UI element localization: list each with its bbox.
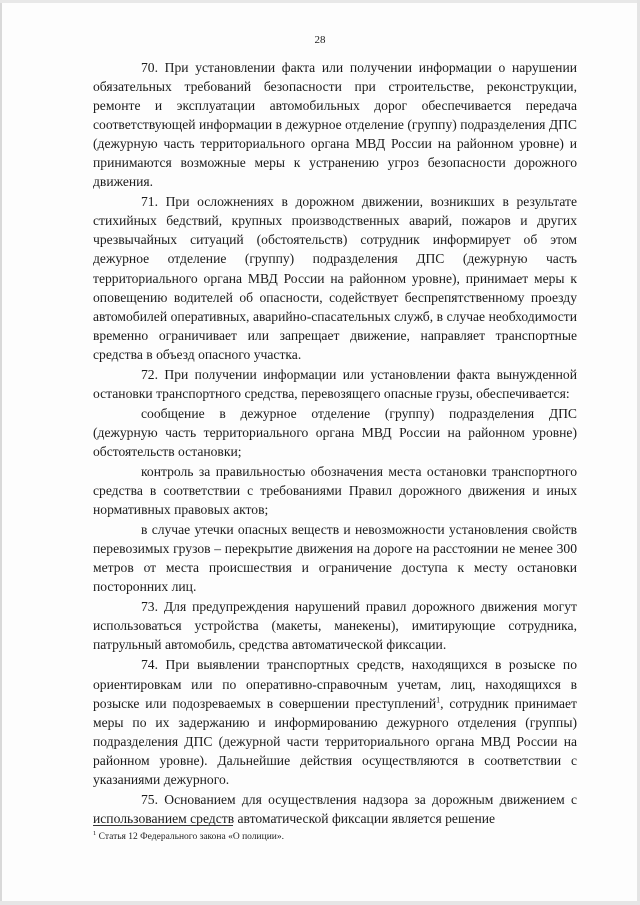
paragraph-75: 75. Основанием для осуществления надзора за дорожным движением с использованием средств автоматической фиксации является решение: [93, 791, 577, 826]
scan-edge-left: [0, 0, 2, 905]
footnote-marker: 1: [93, 829, 97, 837]
footnote-text: Статья 12 Федерального закона «О полиции».: [96, 832, 284, 842]
footnote: [93, 831, 577, 843]
scan-edge-bottom: [0, 901, 640, 905]
page-number: 28: [314, 34, 326, 46]
paragraph-70: 70. При установлении факта или получении информации о нарушении обязательных требований безопасности при строительстве, реконструкции, ремонте и эксплуатации автомобильных дорог обеспечивается передача соответствующей информации в дежурное отделение (группу) подразделения ДПС (дежурную часть территориального органа МВД России на районном уровне) и принимаются возможные меры к устранению угроз безопасности дорожного движения.: [93, 60, 577, 190]
paragraph-71: 71. При осложнениях в дорожном движении, возникших в результате стихийных бедствий, крупных производственных аварий, пожаров и других чрезвычайных ситуаций (обстоятельств) сотрудник информирует об этом дежурное отделение (группу) подразделения ДПС (дежурную часть территориального органа МВД России на районном уровне), принимает меры к оповещению водителей об опасности, содействует беспрепятственному проезду автомобилей оперативных, аварийно-спасательных служб, в случае необходимости временно ограничивает или запрещает движение, направляет транспортные средства в объезд опасного участка.: [93, 194, 577, 362]
scan-edge-top: [0, 0, 640, 3]
paragraph-72-item-control: контроль за правильностью обозначения места остановки транспортного средства в соответствии с требованиями Правил дорожного движения и иных нормативных правовых актов;: [93, 463, 577, 518]
paragraph-72-item-leak: в случае утечки опасных веществ и невозможности установления свойств перевозимых грузов – перекрытие движения на дороге на расстоянии не менее 300 метров от места происшествия и ограничение доступа к месту остановки посторонних лиц.: [93, 522, 577, 595]
paragraph-74: [93, 655, 577, 788]
paragraph-74-text-start: 74. При выявлении транспортных средств, находящихся в розыске по ориентировкам или по оперативно-справочным учетам, лиц, находящихся в розыске или подозреваемых в совершении преступлений: [93, 657, 577, 711]
footnote-reference[interactable]: 1: [436, 695, 441, 705]
document-body: [93, 58, 577, 829]
paragraph-72-item-message: сообщение в дежурное отделение (группу) подразделения ДПС (дежурную часть территориального органа МВД России на районном уровне) обстоятельств остановки;: [93, 405, 577, 459]
footnote-divider: [93, 825, 233, 826]
paragraph-74-text-end: , сотрудник принимает меры по их задержанию и информированию дежурного отделения (группы) подразделения ДПС (дежурной части территориального органа МВД России на районном уровне). Дальнейшие действия осуществляются в соответствии с указаниями дежурного.: [93, 695, 577, 787]
paragraph-72: 72. При получении информации или установлении факта вынужденной остановки транспортного средства, перевозящего опасные грузы, обеспечивается:: [93, 366, 577, 401]
paragraph-73: 73. Для предупреждения нарушений правил дорожного движения могут использоваться устройства (макеты, манекены), имитирующие сотрудника, патрульный автомобиль, средства автоматической фиксации.: [93, 599, 577, 653]
